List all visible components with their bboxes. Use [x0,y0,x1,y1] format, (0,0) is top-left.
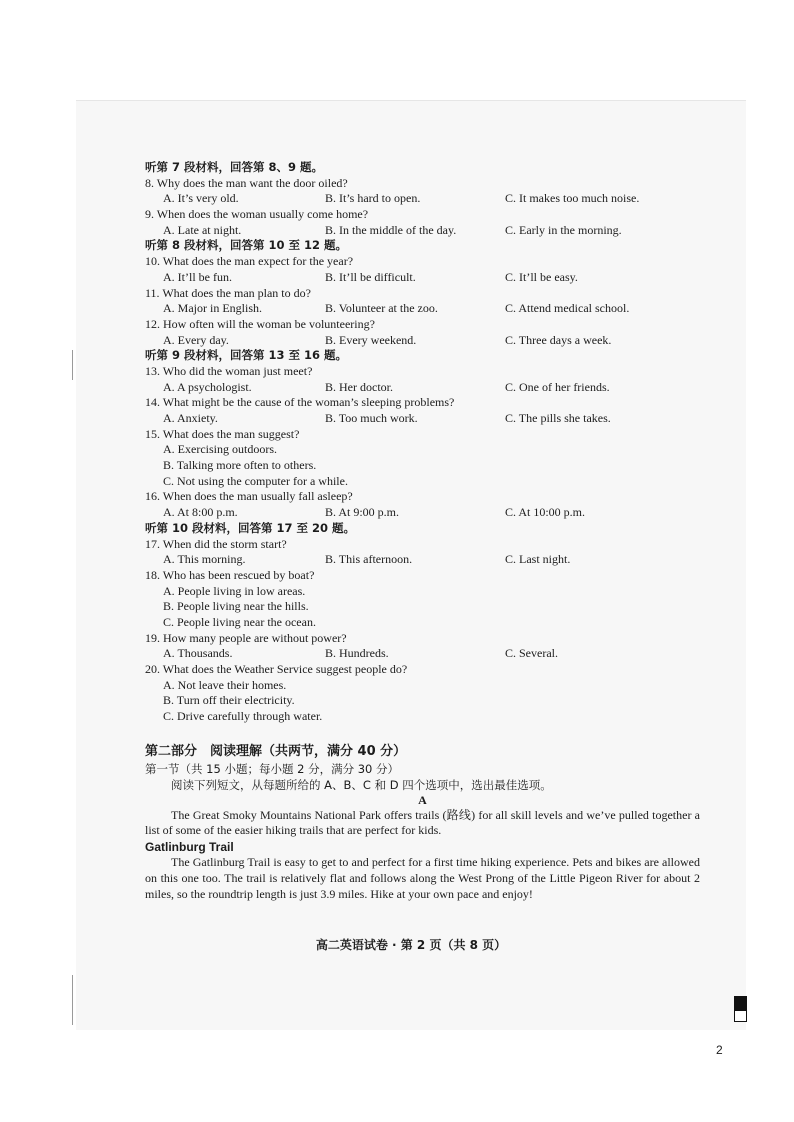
trail-description: The Gatlinburg Trail is easy to get to and perfect for a first time hiking experience. Pets and bikes are allowed on this one too. The trail is relatively flat and follows along the West Prong of the Little Pigeon River for about 2 miles, so the roundtrip length is just 3.9 miles. Hike at your own pace and enjoy! [145,855,700,901]
option-b: B. In the middle of the day. [325,222,457,237]
options-8 [145,191,700,207]
exam-content [145,160,700,902]
option-a: A. It’ll be fun. [163,269,232,284]
passage-letter: A [418,792,427,807]
trail-title: Gatlinburg Trail [145,840,234,855]
question-13: 13. Who did the woman just meet? [145,363,313,378]
option-a: A. Major in English. [163,301,262,316]
option-a: A. Exercising outdoors. [163,442,277,457]
option-a: A. People living in low areas. [163,583,306,598]
scan-artifact-line [72,975,73,1025]
option-a: A. Not leave their homes. [163,677,287,692]
question-11: 11. What does the man plan to do? [145,285,311,300]
option-b: B. It’ll be difficult. [325,269,416,284]
options-14 [145,411,700,427]
listening-header-9: 听第 9 段材料，回答第 13 至 16 题。 [145,348,348,363]
question-15: 15. What does the man suggest? [145,426,300,441]
option-c: C. Drive carefully through water. [163,709,323,724]
options-11 [145,301,700,317]
question-18: 18. Who has been rescued by boat? [145,567,315,582]
question-19: 19. How many people are without power? [145,630,347,645]
option-b: B. It’s hard to open. [325,191,421,206]
listening-header-8: 听第 8 段材料，回答第 10 至 12 题。 [145,238,348,253]
option-a: A. At 8:00 p.m. [163,505,238,520]
option-c: C. Early in the morning. [505,222,622,237]
question-9: 9. When does the woman usually come home? [145,207,369,222]
option-b: B. Every weekend. [325,332,417,347]
question-14: 14. What might be the cause of the woman’s sleeping problems? [145,395,455,410]
question-17: 17. When did the storm start? [145,536,287,551]
scan-artifact-line [72,350,73,380]
listening-header-10: 听第 10 段材料，回答第 17 至 20 题。 [145,520,356,535]
option-c: C. It makes too much noise. [505,191,640,206]
option-b: B. People living near the hills. [163,599,309,614]
option-c: C. One of her friends. [505,379,610,394]
option-a: A. Late at night. [163,222,242,237]
option-a: A. Every day. [163,332,229,347]
option-b: B. At 9:00 p.m. [325,505,400,520]
question-16: 16. When does the man usually fall asleep? [145,489,353,504]
options-16 [145,505,700,521]
question-8: 8. Why does the man want the door oiled? [145,175,348,190]
question-12: 12. How often will the woman be volunteering? [145,316,375,331]
options-10 [145,270,700,286]
option-c: C. People living near the ocean. [163,614,316,629]
option-c: C. Several. [505,646,558,661]
option-b: B. Too much work. [325,411,418,425]
reading-subsection-title: 第一节（共 15 小题；每小题 2 分，满分 30 分） [145,761,400,776]
question-10: 10. What does the man expect for the year? [145,254,354,269]
option-c: C. At 10:00 p.m. [505,505,586,520]
option-a: A. It’s very old. [163,191,239,206]
listening-header-7: 听第 7 段材料，回答第 8、9 题。 [145,160,324,174]
option-a: A. Anxiety. [163,411,218,425]
options-13 [145,380,700,396]
reading-instruction: 阅读下列短文，从每题所给的 A、B、C 和 D 四个选项中，选出最佳选项。 [171,777,552,792]
reading-section-title: 第二部分 阅读理解（共两节，满分 40 分） [145,743,407,759]
option-b: B. This afternoon. [325,552,413,567]
option-b: B. Hundreds. [325,646,389,661]
scan-marker-fill [735,997,746,1011]
scan-marker [734,996,747,1022]
options-12 [145,333,700,349]
option-c: C. Not using the computer for a while. [163,473,348,488]
option-c: C. The pills she takes. [505,411,611,425]
option-c: C. Attend medical school. [505,301,630,316]
option-a: A. A psychologist. [163,379,252,394]
option-b: B. Talking more often to others. [163,458,317,473]
passage-intro: The Great Smoky Mountains National Park offers trails (路线) for all skill levels and we’ve pulled together a list of some of the easier hiking trails that are perfect for kids. [145,807,700,838]
page-footer: 高二英语试卷 · 第 2 页（共 8 页） [315,938,507,952]
option-a: A. Thousands. [163,646,233,661]
option-b: B. Her doctor. [325,379,393,394]
option-a: A. This morning. [163,552,246,567]
question-20: 20. What does the Weather Service suggest people do? [145,662,408,676]
options-17 [145,552,700,568]
option-c: C. Last night. [505,552,571,567]
option-c: C. Three days a week. [505,332,612,347]
scan-edge [76,100,746,101]
options-19 [145,646,700,662]
page-number: 2 [716,1043,723,1057]
option-b: B. Volunteer at the zoo. [325,301,438,316]
option-b: B. Turn off their electricity. [163,693,295,708]
options-9 [145,223,700,239]
option-c: C. It’ll be easy. [505,269,578,284]
